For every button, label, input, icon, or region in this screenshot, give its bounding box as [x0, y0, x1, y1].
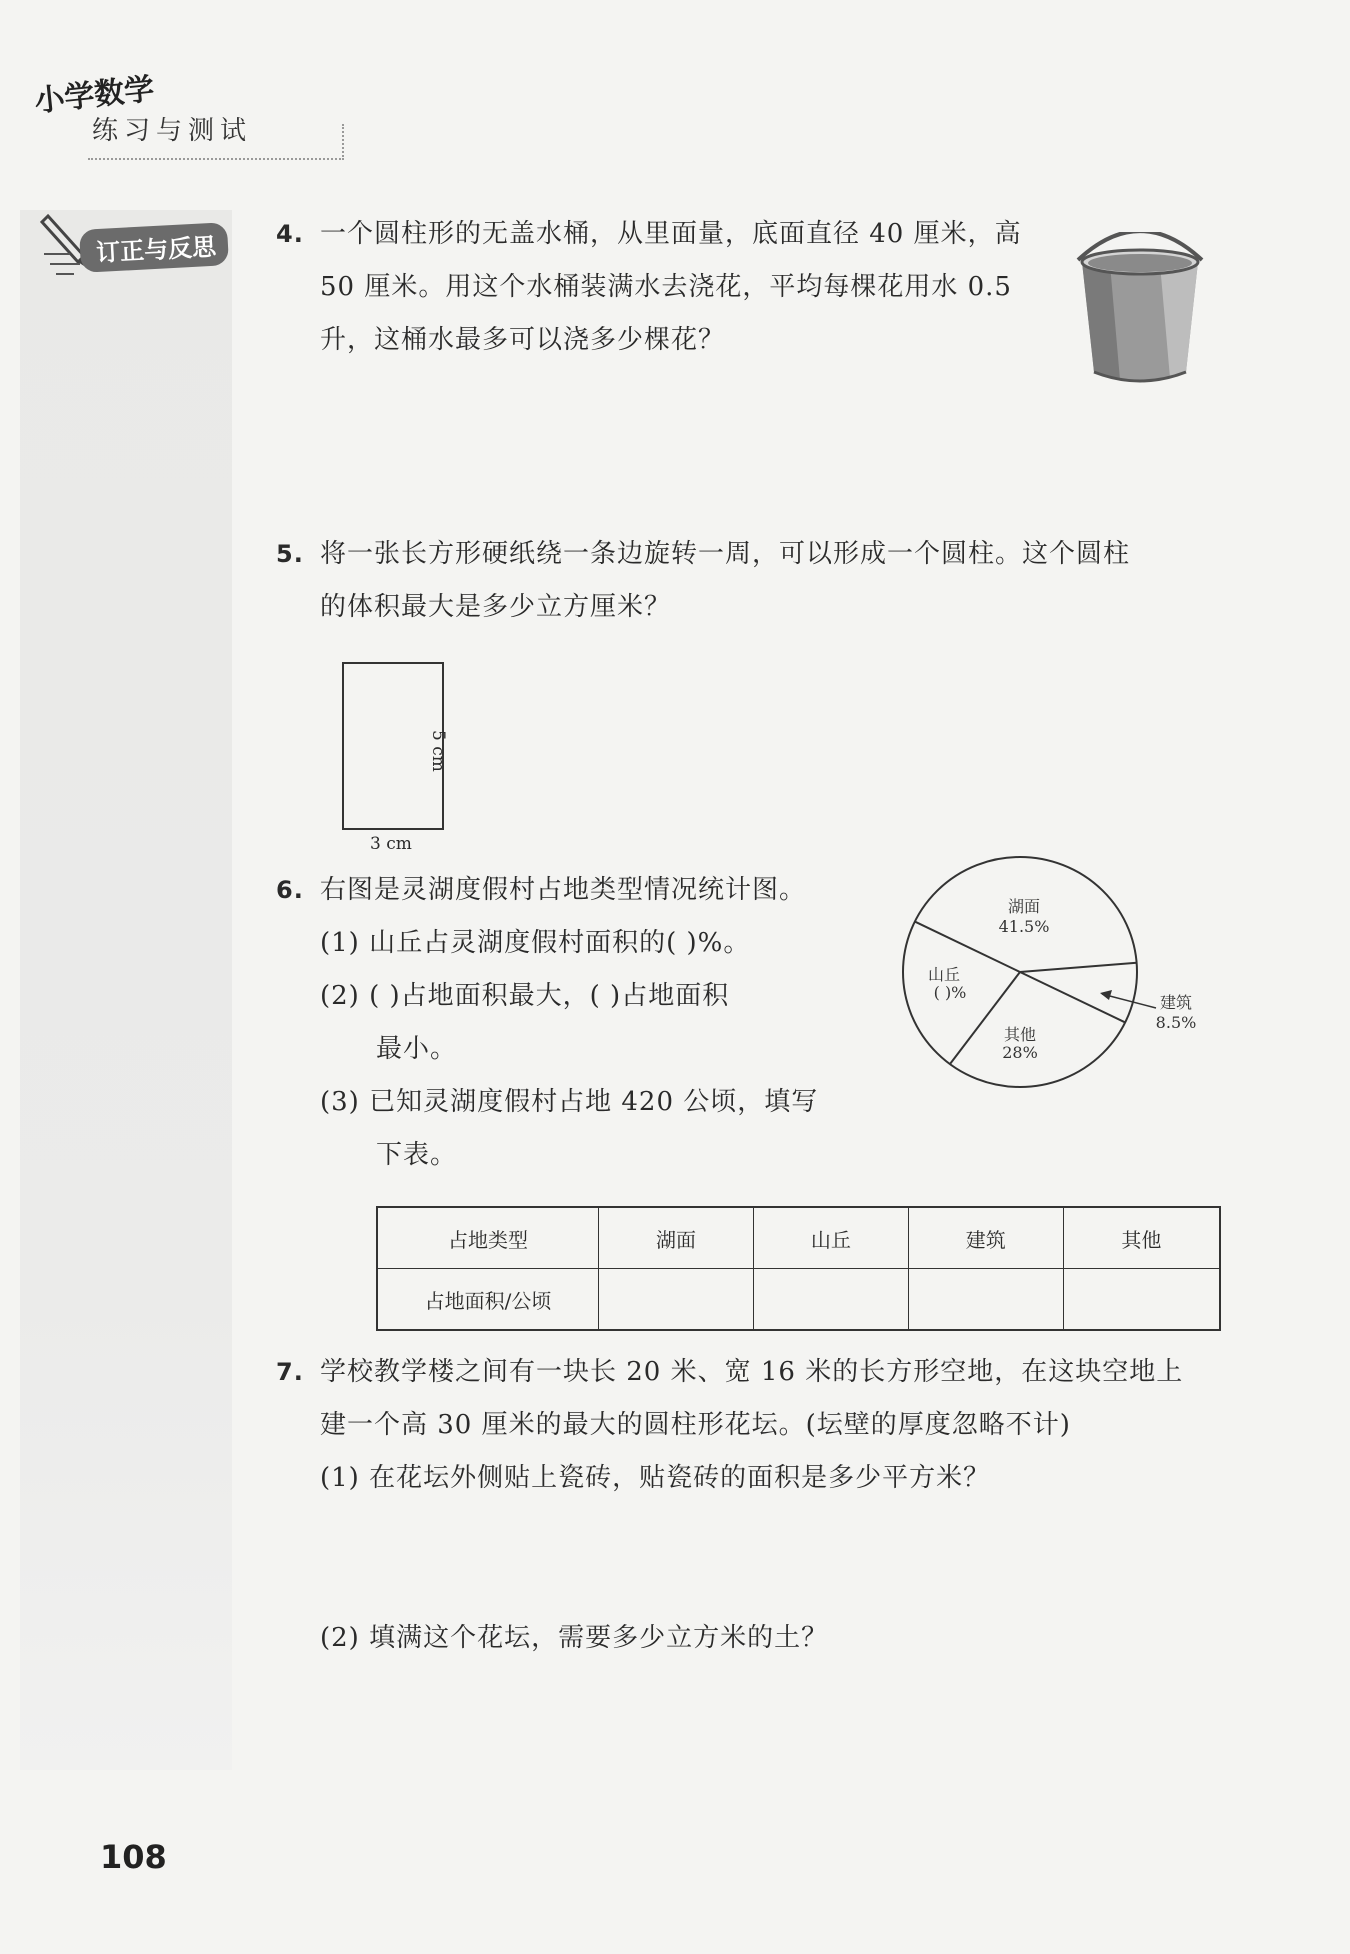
- answer-cell-lake[interactable]: [599, 1269, 754, 1331]
- slice-label-other: 其他: [1003, 1025, 1037, 1044]
- table-header: 其他: [1063, 1207, 1220, 1269]
- sub-question-1: (1) 在花坛外侧贴上瓷砖，贴瓷砖的面积是多少平方米？: [320, 1463, 991, 1493]
- land-use-pie-chart: [880, 840, 1210, 1100]
- area-table: [376, 1206, 1221, 1331]
- slice-value-other: 28%: [1002, 1043, 1038, 1062]
- sub-question-2: (2) ( )占地面积最大，( )占地面积: [320, 981, 730, 1011]
- building-pointer-arrow: [1100, 990, 1112, 1000]
- question-line: 一个圆柱形的无盖水桶，从里面量，底面直径 40 厘米，高: [320, 219, 1022, 249]
- question-line: 建一个高 30 厘米的最大的圆柱形花坛。(坛壁的厚度忽略不计): [320, 1410, 1071, 1440]
- slice-label-hill: 山丘: [927, 965, 961, 984]
- question-line: 将一张长方形硬纸绕一条边旋转一周，可以形成一个圆柱。这个圆柱: [320, 539, 1131, 569]
- question-number: 7.: [276, 1358, 304, 1386]
- table-row-label: 占地面积/公顷: [377, 1269, 599, 1331]
- table-header: 湖面: [599, 1207, 754, 1269]
- book-subtitle: 练习与测试: [92, 116, 253, 146]
- bucket-illustration: [1070, 232, 1210, 396]
- sub-question-3-cont: 下表。: [376, 1140, 458, 1170]
- slice-value-building: 8.5%: [1155, 1013, 1197, 1032]
- question-line: 50 厘米。用这个水桶装满水去浇花，平均每棵花用水 0.5: [320, 272, 1012, 302]
- rectangle-width-label: 3 cm: [370, 834, 412, 854]
- question-line: 右图是灵湖度假村占地类型情况统计图。: [320, 875, 807, 905]
- table-header: 建筑: [908, 1207, 1063, 1269]
- table-row: [377, 1269, 1220, 1331]
- slice-value-lake: 41.5%: [998, 917, 1050, 936]
- table-header-row: [377, 1207, 1220, 1269]
- page-number: 108: [100, 1838, 167, 1876]
- answer-cell-other[interactable]: [1063, 1269, 1220, 1331]
- slice-value-hill: ( )%: [933, 983, 967, 1002]
- question-line: 学校教学楼之间有一块长 20 米、宽 16 米的长方形空地，在这块空地上: [320, 1357, 1184, 1387]
- sub-question-3: (3) 已知灵湖度假村占地 420 公顷，填写: [320, 1087, 819, 1117]
- question-number: 4.: [276, 220, 304, 248]
- table-header: 占地类型: [377, 1207, 599, 1269]
- book-title: 小学数学: [32, 71, 156, 120]
- sub-question-2: (2) 填满这个花坛，需要多少立方米的土？: [320, 1623, 829, 1653]
- answer-cell-hill[interactable]: [753, 1269, 908, 1331]
- slice-label-building: 建筑: [1159, 993, 1193, 1012]
- table-header: 山丘: [753, 1207, 908, 1269]
- sub-question-2-cont: 最小。: [376, 1034, 458, 1064]
- correction-sidebar: [20, 210, 232, 1770]
- slice-label-lake: 湖面: [1007, 897, 1041, 916]
- correction-badge: 订正与反思: [79, 222, 229, 273]
- answer-cell-building[interactable]: [908, 1269, 1063, 1331]
- question-line: 的体积最大是多少立方厘米？: [320, 592, 672, 622]
- slice-boundary-1: [1020, 963, 1137, 972]
- rectangle-height-label: 5 cm: [428, 730, 448, 772]
- question-line: 升，这桶水最多可以浇多少棵花？: [320, 325, 726, 355]
- question-number: 6.: [276, 876, 304, 904]
- sub-question-1: (1) 山丘占灵湖度假村面积的( )%。: [320, 928, 751, 958]
- question-number: 5.: [276, 540, 304, 568]
